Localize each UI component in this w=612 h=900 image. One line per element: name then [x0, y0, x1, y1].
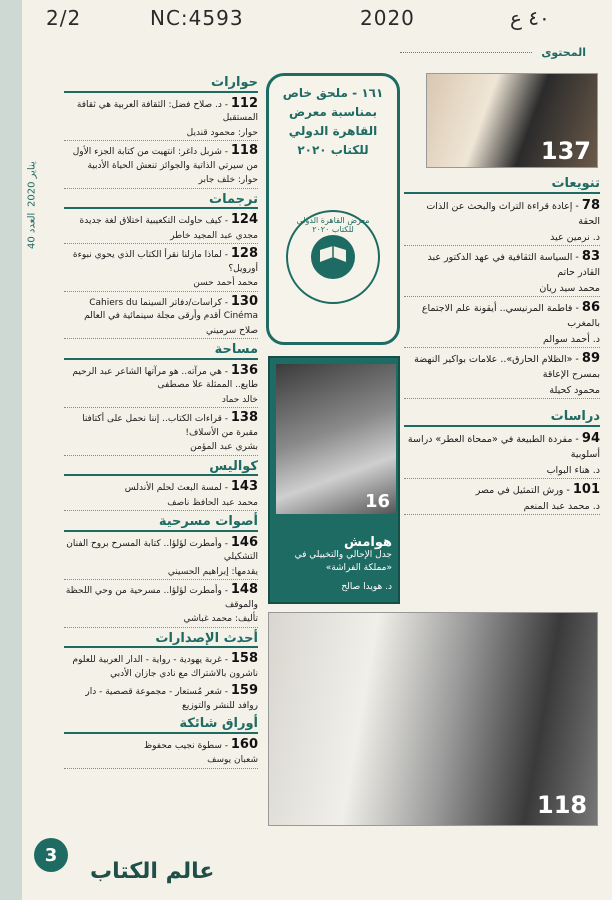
entry-author: حوار: خلف جابر	[64, 174, 258, 189]
entry-page: 158	[230, 651, 258, 666]
entry-title: - فاطمة المرنيسي.. أيقونة علم الاجتماع بالمغرب	[421, 303, 600, 329]
toc-entry[interactable]	[404, 249, 600, 297]
toc-entry[interactable]	[404, 300, 600, 348]
entry-page: 101	[572, 482, 600, 497]
toc-entry[interactable]	[64, 583, 258, 628]
entry-author: محمود كحيلة	[404, 383, 600, 399]
entry-title: - لمسة البعث لحلم الأندلس	[124, 483, 228, 493]
special-line-4: للكتاب ٢٠٢٠	[297, 143, 369, 157]
book-fair-seal	[286, 210, 380, 304]
section-title: دراسات	[404, 409, 600, 427]
entry-title: - كراسات/دفاتر السينما Cahiers du Cinéma أقدم وأرقى مجلة سينمائية في العالم	[84, 297, 258, 321]
section-kawalis	[64, 460, 258, 512]
toc-entry[interactable]	[64, 295, 258, 340]
entry-page: 146	[230, 534, 258, 550]
contents-label: المحتوى	[541, 46, 586, 59]
entry-page: 159	[230, 683, 258, 698]
entry-page: 128	[230, 246, 258, 261]
section-title: ترجمات	[64, 193, 258, 210]
toc-entry[interactable]	[64, 652, 258, 681]
handwritten-left: 2/2	[46, 6, 82, 30]
toc-entry[interactable]	[64, 144, 258, 189]
section-isdarat	[64, 632, 258, 714]
spine-issue: العدد 40	[26, 212, 38, 250]
entry-author: د. محمد عبد المنعم	[404, 499, 600, 515]
entry-title: - وأمطرت لؤلؤا.. مسرحية من وحي اللحظة والموقف	[65, 586, 258, 610]
book-icon	[308, 232, 358, 282]
entry-author: خالد حماد	[64, 394, 258, 409]
hawamish-desc: جدل الإحالي والتخييلي في «مملكة الفراشة»	[294, 550, 392, 573]
section-title: كواليس	[64, 460, 258, 477]
handwritten-code: NC:4593	[150, 6, 244, 30]
entry-author: محمد عبد الحافظ ناصف	[64, 497, 258, 512]
toc-entry[interactable]	[64, 536, 258, 581]
toc-entry[interactable]	[64, 738, 258, 769]
entry-author: محمد أحمد حسن	[64, 277, 258, 292]
entry-author: يقدمها: إبراهيم الحسيني	[64, 566, 258, 581]
section-hiwarat	[64, 76, 258, 189]
entry-title: - وأمطرت لؤلؤا.. كتابة المسرح بروح الفنان التشكيلي	[66, 538, 258, 562]
entry-page: 130	[230, 293, 258, 309]
hawamish-box	[268, 356, 400, 604]
hawamish-page-number: 16	[364, 491, 390, 512]
section-aswat	[64, 515, 258, 628]
toc-entry[interactable]	[404, 351, 600, 399]
entry-page: 138	[230, 410, 258, 425]
entry-page: 94	[581, 431, 600, 446]
magazine-logo: عالم الكتاب	[90, 859, 215, 884]
entry-author: محمد سيد ريان	[404, 281, 600, 297]
entry-author: د. أحمد سوالم	[404, 332, 600, 348]
seal-text: معرض القاهرة الدولي للكتاب ٢٠٢٠	[296, 216, 370, 234]
entry-title: - مفردة الطبيعة في «ممحاة العطر» دراسة أسلوبية	[407, 434, 600, 460]
toc-entry[interactable]	[64, 213, 258, 244]
entry-title: - د. صلاح فضل: الثقافة العربية هي ثقافة المستقبل	[76, 99, 258, 123]
spine-month: يناير 2020	[26, 160, 38, 207]
page-number: 3	[34, 838, 68, 872]
special-line-1: ١٦١ - ملحق خاص	[282, 86, 384, 100]
top-rule	[400, 52, 532, 53]
entry-title: - قراءات الكتاب.. إننا نحمل على أكتافنا مقبرة من الأسلاف!	[82, 414, 258, 438]
entry-title: - السياسة الثقافية في عهد الدكتور عبد القادر حاتم	[427, 252, 600, 278]
special-supplement-box	[266, 73, 400, 345]
entry-page: 160	[230, 736, 258, 752]
entry-title: - شعر مُستعار - مجموعة قصصية - دار روافد للنشر والتوزيع	[85, 687, 258, 711]
section-title: أوراق شائكة	[64, 717, 258, 734]
toc-entry[interactable]	[404, 198, 600, 246]
entry-page: 86	[581, 300, 600, 315]
handwritten-right: ٤٠ ع	[510, 6, 550, 30]
toc-entry[interactable]	[64, 247, 258, 292]
entry-author: د. هناء البواب	[404, 463, 600, 479]
left-strip	[0, 0, 22, 900]
handwritten-year: 2020	[360, 6, 415, 30]
entry-title: - لماذا مازلنا نقرأ الكتاب الذي يحوي نبوءة أورويل؟	[72, 250, 258, 274]
entry-author: صلاح سرميني	[64, 325, 258, 340]
entry-title: - كيف حاولت التكعيبية اختلاق لغة جديدة	[79, 216, 228, 226]
hawamish-author: د. هويدا صالح	[341, 582, 392, 592]
entry-page: 118	[230, 143, 258, 158]
entry-title: - «الظلام الحارق».. علامات بواكير النهضة بمسرح الإعاقة	[414, 354, 600, 380]
wedding-photo	[426, 73, 598, 168]
section-masaha	[64, 343, 258, 456]
entry-title: - غربة يهودية - رواية - الدار العربية للعلوم ناشرون بالاشتراك مع نادي جازان الأدبي	[72, 655, 258, 679]
section-title: أحدث الإصدارات	[64, 632, 258, 649]
toc-entry[interactable]	[64, 97, 258, 142]
entry-author: مجدي عبد المجيد خاطر	[64, 230, 258, 245]
section-title: مساحة	[64, 343, 258, 360]
entry-page: 143	[230, 479, 258, 494]
entry-page: 124	[230, 212, 258, 227]
section-title: أصوات مسرحية	[64, 515, 258, 532]
entry-title: - هي مرآته.. هو مرآتها الشاعر عبد الرحيم طايع.. الممثلة علا مصطفى	[72, 366, 258, 390]
toc-entry[interactable]	[64, 480, 258, 511]
entry-title: - سطوة نجيب محفوظ	[143, 740, 228, 751]
entry-page: 78	[581, 198, 600, 213]
right-column	[404, 172, 600, 518]
man-glasses-photo	[268, 612, 598, 826]
section-tarjamat	[64, 193, 258, 340]
entry-page: 148	[230, 582, 258, 597]
entry-author: شعبان يوسف	[64, 754, 258, 769]
section-title: حوارات	[64, 76, 258, 93]
hawamish-title: هوامش	[343, 535, 392, 550]
entry-author: بشري عبد المؤمن	[64, 441, 258, 456]
toc-entry[interactable]	[404, 482, 600, 515]
entry-page: 136	[230, 362, 258, 378]
entry-title: - شربل داغر: انتهيت من كتابة الجزء الأول من سيرتي الذاتية والجوائز تنعش الحياة الأدبية	[72, 147, 258, 171]
entry-author: حوار: محمود قنديل	[64, 127, 258, 142]
entry-page: 89	[581, 351, 600, 366]
toc-entry[interactable]	[404, 431, 600, 479]
entry-title: - إعادة قراءة التراث والبحث عن الذات الحقة	[426, 201, 600, 227]
section-title: تنويعات	[404, 176, 600, 194]
spine-label	[22, 120, 42, 290]
portrait-photo	[276, 364, 396, 514]
entry-page: 112	[230, 95, 258, 111]
section-dirasat	[404, 409, 600, 515]
section-tanwiat	[404, 176, 600, 399]
entry-title: - ورش التمثيل في مصر	[475, 485, 570, 496]
toc-entry[interactable]	[64, 364, 258, 409]
bottom-photo-page-number: 118	[537, 791, 588, 819]
toc-entry[interactable]	[64, 411, 258, 456]
special-line-3: القاهرة الدولي	[288, 124, 378, 138]
entry-author: د. نرمين عيد	[404, 230, 600, 246]
toc-entry[interactable]	[64, 684, 258, 713]
entry-author: تأليف: محمد غباشي	[64, 613, 258, 628]
section-awraq	[64, 717, 258, 769]
special-line-2: بمناسبة معرض	[289, 105, 377, 119]
middle-column	[64, 72, 258, 772]
entry-page: 83	[581, 249, 600, 264]
photo-page-number: 137	[540, 137, 591, 165]
